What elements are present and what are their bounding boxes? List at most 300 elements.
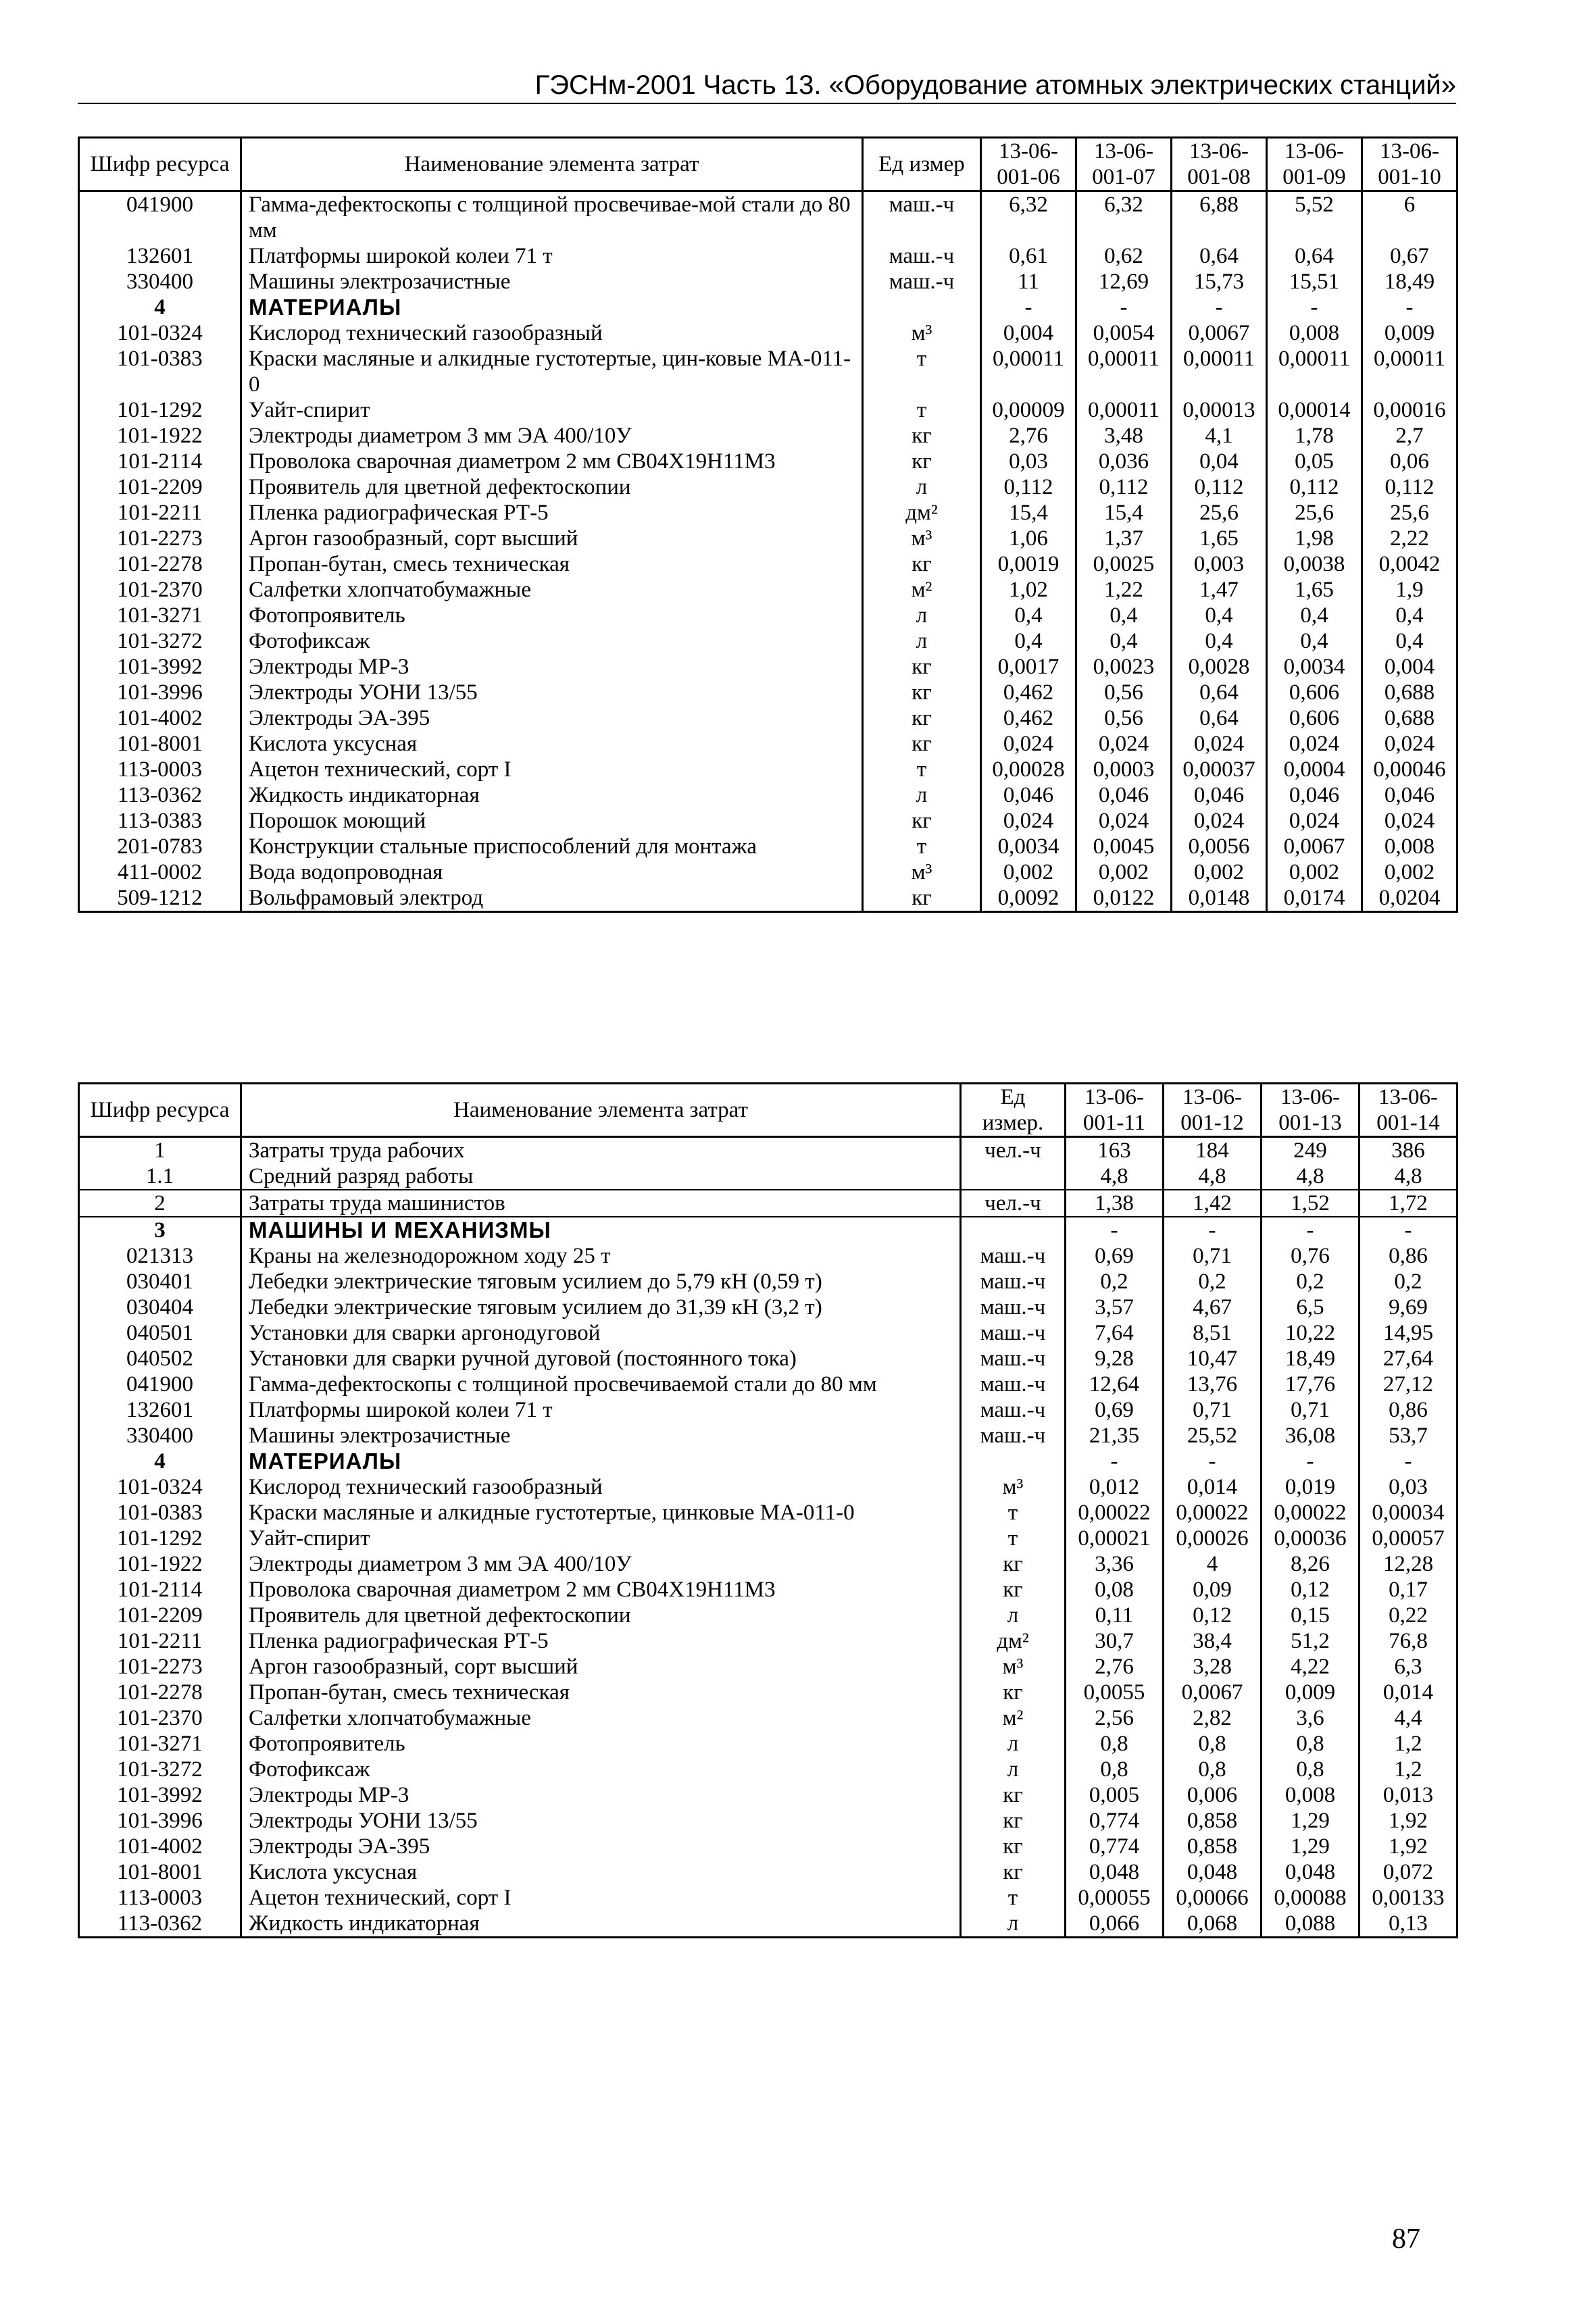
unit: кг — [863, 551, 981, 577]
norm-value: 0,4 — [1076, 603, 1172, 628]
norm-value: 4,8 — [1262, 1163, 1360, 1190]
resource-name: МАШИНЫ И МЕХАНИЗМЫ — [241, 1217, 961, 1243]
unit: л — [961, 1603, 1066, 1628]
norm-value: 1,65 — [1172, 526, 1267, 551]
norm-value: 0,8 — [1164, 1731, 1262, 1757]
norm-value: 1,06 — [981, 526, 1076, 551]
resource-name: Салфетки хлопчатобумажные — [241, 577, 863, 603]
norm-value: 0,0054 — [1076, 320, 1172, 346]
norm-value: 0,0023 — [1076, 654, 1172, 680]
resource-name: Фотофиксаж — [241, 1757, 961, 1782]
norm-value: 18,49 — [1262, 1346, 1360, 1372]
norm-value: 0,024 — [1267, 808, 1362, 834]
resource-code: 101-2209 — [79, 474, 241, 500]
table-row — [79, 1163, 1457, 1190]
resource-code: 101-0324 — [79, 1474, 241, 1500]
resource-name: Вода водопроводная — [241, 859, 863, 885]
resource-code: 030404 — [79, 1294, 241, 1320]
table-row — [79, 1137, 1457, 1164]
resource-name: Салфетки хлопчатобумажные — [241, 1705, 961, 1731]
norm-value: 0,00046 — [1362, 757, 1457, 782]
resource-name: Электроды МР-3 — [241, 1782, 961, 1808]
norm-value: 0,05 — [1267, 449, 1362, 474]
norm-value: 1,37 — [1076, 526, 1172, 551]
unit: кг — [961, 1859, 1066, 1885]
norm-value: - — [1172, 295, 1267, 320]
norm-value: 0,048 — [1262, 1859, 1360, 1885]
norm-value: 15,4 — [981, 500, 1076, 526]
resource-name: Порошок моющий — [241, 808, 863, 834]
norm-value: 0,8 — [1262, 1731, 1360, 1757]
unit: маш.-ч — [961, 1372, 1066, 1397]
resource-code: 101-2273 — [79, 526, 241, 551]
unit — [961, 1217, 1066, 1243]
table-row — [79, 782, 1457, 808]
norm-value: 36,08 — [1262, 1423, 1360, 1449]
resource-code: 1.1 — [79, 1163, 241, 1190]
unit: л — [863, 474, 981, 500]
norm-value: 0,0028 — [1172, 654, 1267, 680]
table-row — [79, 1423, 1457, 1449]
norm-value: 0,0056 — [1172, 834, 1267, 859]
norm-value: 0,462 — [981, 680, 1076, 705]
norm-value: 0,00011 — [1362, 346, 1457, 397]
norm-value: 0,0025 — [1076, 551, 1172, 577]
norm-value: 25,52 — [1164, 1423, 1262, 1449]
unit: маш.-ч — [863, 269, 981, 295]
resource-code: 101-1922 — [79, 423, 241, 449]
header-row — [79, 1084, 1457, 1137]
norm-value: 0,014 — [1164, 1474, 1262, 1500]
resource-code: 101-3271 — [79, 603, 241, 628]
norm-value: 4,8 — [1164, 1163, 1262, 1190]
norm-value: 0,0019 — [981, 551, 1076, 577]
resource-name: Ацетон технический, сорт I — [241, 1885, 961, 1911]
norm-value: 0,00028 — [981, 757, 1076, 782]
resource-name: Гамма-дефектоскопы с толщиной просвечивае-мой стали до 80 мм — [241, 191, 863, 244]
resource-code: 113-0003 — [79, 757, 241, 782]
resource-name: Электроды ЭА-395 — [241, 705, 863, 731]
norm-value: 0,2 — [1262, 1269, 1360, 1294]
resource-name: Платформы широкой колеи 71 т — [241, 1397, 961, 1423]
table-row — [79, 885, 1457, 912]
norm-value: 0,00036 — [1262, 1526, 1360, 1551]
unit: чел.-ч — [961, 1137, 1066, 1164]
unit: л — [863, 782, 981, 808]
norm-value: - — [1164, 1217, 1262, 1243]
norm-value: 0,00055 — [1066, 1885, 1164, 1911]
norm-value: 0,00011 — [1267, 346, 1362, 397]
resource-name: Ацетон технический, сорт I — [241, 757, 863, 782]
resource-code: 101-1922 — [79, 1551, 241, 1577]
section-row — [79, 1449, 1457, 1474]
resource-code: 101-2114 — [79, 449, 241, 474]
table-row — [79, 1190, 1457, 1217]
norm-value: 3,48 — [1076, 423, 1172, 449]
norm-value: 25,6 — [1362, 500, 1457, 526]
table-row — [79, 1500, 1457, 1526]
page-number: 87 — [1392, 2223, 1420, 2255]
norm-value: 0,00066 — [1164, 1885, 1262, 1911]
norm-value: 0,112 — [1172, 474, 1267, 500]
unit: м³ — [863, 859, 981, 885]
norm-value: 0,0034 — [1267, 654, 1362, 680]
norm-value: 9,28 — [1066, 1346, 1164, 1372]
table-row — [79, 1911, 1457, 1938]
table-row — [79, 243, 1457, 269]
table-row — [79, 1372, 1457, 1397]
norm-value: 0,00011 — [981, 346, 1076, 397]
unit: маш.-ч — [961, 1269, 1066, 1294]
norm-value: 386 — [1360, 1137, 1457, 1164]
norm-value: 0,76 — [1262, 1243, 1360, 1269]
table-row — [79, 680, 1457, 705]
norm-value: 12,69 — [1076, 269, 1172, 295]
norm-value: 249 — [1262, 1137, 1360, 1164]
col-header-norm: 13-06-001-12 — [1164, 1084, 1262, 1137]
resource-code: 021313 — [79, 1243, 241, 1269]
table-row — [79, 526, 1457, 551]
norm-value: 0,024 — [1172, 808, 1267, 834]
norm-value: 0,71 — [1164, 1397, 1262, 1423]
norm-value: 4,67 — [1164, 1294, 1262, 1320]
unit: маш.-ч — [961, 1423, 1066, 1449]
unit: м³ — [863, 320, 981, 346]
table-row — [79, 474, 1457, 500]
norm-value: 1,29 — [1262, 1834, 1360, 1859]
norm-value: 0,00016 — [1362, 397, 1457, 423]
col-header-unit: Ед измер. — [961, 1084, 1066, 1137]
norm-value: 1,92 — [1360, 1808, 1457, 1834]
norm-value: 0,112 — [1362, 474, 1457, 500]
resource-name: Электроды УОНИ 13/55 — [241, 680, 863, 705]
norm-value: 0,69 — [1066, 1243, 1164, 1269]
norm-value: 0,4 — [981, 628, 1076, 654]
resource-code: 330400 — [79, 1423, 241, 1449]
resource-code: 4 — [79, 295, 241, 320]
norm-value: - — [1262, 1449, 1360, 1474]
norm-value: 38,4 — [1164, 1628, 1262, 1654]
norm-value: 0,066 — [1066, 1911, 1164, 1938]
table-row — [79, 1705, 1457, 1731]
norm-value: 0,86 — [1360, 1243, 1457, 1269]
resource-code: 101-2278 — [79, 551, 241, 577]
norm-value: 0,0017 — [981, 654, 1076, 680]
resource-code: 101-2273 — [79, 1654, 241, 1680]
table-row — [79, 397, 1457, 423]
norm-value: 0,09 — [1164, 1577, 1262, 1603]
norm-value: 0,002 — [981, 859, 1076, 885]
norm-value: 30,7 — [1066, 1628, 1164, 1654]
norm-value: 2,76 — [1066, 1654, 1164, 1680]
norm-value: 0,15 — [1262, 1603, 1360, 1628]
norm-value: 0,00009 — [981, 397, 1076, 423]
resource-name: Жидкость индикаторная — [241, 782, 863, 808]
resource-code: 041900 — [79, 1372, 241, 1397]
unit: чел.-ч — [961, 1190, 1066, 1217]
table-row — [79, 1526, 1457, 1551]
resource-code: 041900 — [79, 191, 241, 244]
norm-value: 0,024 — [1076, 808, 1172, 834]
norm-value: 1,42 — [1164, 1190, 1262, 1217]
norm-value: 0,0174 — [1267, 885, 1362, 912]
table-row — [79, 551, 1457, 577]
resource-name: Конструкции стальные приспособлений для монтажа — [241, 834, 863, 859]
norm-value: 0,046 — [981, 782, 1076, 808]
resource-table-2 — [78, 1082, 1458, 1938]
unit: л — [863, 628, 981, 654]
resource-name: Кислород технический газообразный — [241, 320, 863, 346]
resource-code: 101-3996 — [79, 1808, 241, 1834]
resource-code: 330400 — [79, 269, 241, 295]
norm-value: 27,64 — [1360, 1346, 1457, 1372]
resource-code: 101-8001 — [79, 1859, 241, 1885]
unit: л — [863, 603, 981, 628]
norm-value: 4 — [1164, 1551, 1262, 1577]
norm-value: 0,06 — [1362, 449, 1457, 474]
resource-name: Краски масляные и алкидные густотертые, цин-ковые МА-011-0 — [241, 346, 863, 397]
resource-name: Электроды ЭА-395 — [241, 1834, 961, 1859]
resource-code: 101-4002 — [79, 1834, 241, 1859]
norm-value: 0,00022 — [1262, 1500, 1360, 1526]
unit: кг — [961, 1577, 1066, 1603]
norm-value: 6 — [1362, 191, 1457, 244]
norm-value: 0,8 — [1164, 1757, 1262, 1782]
table-row — [79, 1294, 1457, 1320]
norm-value: 0,71 — [1262, 1397, 1360, 1423]
norm-value: 0,012 — [1066, 1474, 1164, 1500]
resource-name: Электроды диаметром 3 мм ЭА 400/10У — [241, 1551, 961, 1577]
unit: кг — [863, 731, 981, 757]
norm-value: 0,2 — [1066, 1269, 1164, 1294]
norm-value: 0,606 — [1267, 680, 1362, 705]
norm-value: 1,9 — [1362, 577, 1457, 603]
resource-name: Платформы широкой колеи 71 т — [241, 243, 863, 269]
norm-value: 0,858 — [1164, 1834, 1262, 1859]
norm-value: 8,51 — [1164, 1320, 1262, 1346]
norm-value: 3,6 — [1262, 1705, 1360, 1731]
norm-value: 5,52 — [1267, 191, 1362, 244]
norm-value: 0,112 — [981, 474, 1076, 500]
unit: маш.-ч — [961, 1243, 1066, 1269]
norm-value: 0,014 — [1360, 1680, 1457, 1705]
unit: м³ — [863, 526, 981, 551]
resource-name: Затраты труда машинистов — [241, 1190, 961, 1217]
norm-value: 0,4 — [1267, 628, 1362, 654]
table-row — [79, 1603, 1457, 1628]
resource-code: 101-2114 — [79, 1577, 241, 1603]
norm-value: 0,024 — [1362, 808, 1457, 834]
resource-name: Пропан-бутан, смесь техническая — [241, 1680, 961, 1705]
resource-code: 030401 — [79, 1269, 241, 1294]
norm-value: 0,003 — [1172, 551, 1267, 577]
table-row — [79, 577, 1457, 603]
section-row — [79, 295, 1457, 320]
norm-value: 0,072 — [1360, 1859, 1457, 1885]
page-header: ГЭСНм-2001 Часть 13. «Оборудование атомных электрических станций» — [534, 70, 1456, 100]
table-row — [79, 1346, 1457, 1372]
norm-value: 0,00026 — [1164, 1526, 1262, 1551]
norm-value: 4,22 — [1262, 1654, 1360, 1680]
norm-value: 0,002 — [1267, 859, 1362, 885]
norm-value: 0,688 — [1362, 705, 1457, 731]
norm-value: 0,0038 — [1267, 551, 1362, 577]
resource-name: Фотофиксаж — [241, 628, 863, 654]
norm-value: 13,76 — [1164, 1372, 1262, 1397]
norm-value: 0,0122 — [1076, 885, 1172, 912]
resource-code: 3 — [79, 1217, 241, 1243]
unit: дм² — [863, 500, 981, 526]
norm-value: 0,00021 — [1066, 1526, 1164, 1551]
norm-value: 7,64 — [1066, 1320, 1164, 1346]
norm-value: 12,28 — [1360, 1551, 1457, 1577]
norm-value: - — [1076, 295, 1172, 320]
table-row — [79, 1808, 1457, 1834]
table-row — [79, 1474, 1457, 1500]
resource-name: Лебедки электрические тяговым усилием до 31,39 кН (3,2 т) — [241, 1294, 961, 1320]
norm-value: 12,64 — [1066, 1372, 1164, 1397]
norm-value: 0,00013 — [1172, 397, 1267, 423]
unit: дм² — [961, 1628, 1066, 1654]
resource-code: 101-1292 — [79, 397, 241, 423]
table-row — [79, 1782, 1457, 1808]
col-header-code: Шифр ресурса — [79, 1084, 241, 1137]
norm-value: 6,88 — [1172, 191, 1267, 244]
norm-value: 0,002 — [1076, 859, 1172, 885]
unit: т — [863, 397, 981, 423]
unit: маш.-ч — [961, 1346, 1066, 1372]
unit: маш.-ч — [961, 1320, 1066, 1346]
norm-value: 0,0092 — [981, 885, 1076, 912]
norm-value: 0,62 — [1076, 243, 1172, 269]
table-row — [79, 191, 1457, 244]
norm-value: 4,4 — [1360, 1705, 1457, 1731]
norm-value: 18,49 — [1362, 269, 1457, 295]
norm-value: 2,76 — [981, 423, 1076, 449]
unit: маш.-ч — [863, 243, 981, 269]
norm-value: 0,112 — [1076, 474, 1172, 500]
norm-value: 0,024 — [1267, 731, 1362, 757]
unit: м³ — [961, 1474, 1066, 1500]
norm-value: 0,002 — [1172, 859, 1267, 885]
table-row — [79, 808, 1457, 834]
table-row — [79, 731, 1457, 757]
norm-value: 1,02 — [981, 577, 1076, 603]
norm-value: 0,112 — [1267, 474, 1362, 500]
unit: т — [961, 1526, 1066, 1551]
table-row — [79, 603, 1457, 628]
resource-name: Установки для сварки ручной дуговой (постоянного тока) — [241, 1346, 961, 1372]
unit: кг — [863, 423, 981, 449]
norm-value: 0,00011 — [1076, 346, 1172, 397]
col-header-norm: 13-06-001-14 — [1360, 1084, 1457, 1137]
norm-value: 6,32 — [1076, 191, 1172, 244]
norm-value: 0,046 — [1362, 782, 1457, 808]
table-row — [79, 1757, 1457, 1782]
table-row — [79, 1397, 1457, 1423]
norm-value: 0,024 — [1172, 731, 1267, 757]
table-row — [79, 1243, 1457, 1269]
unit: маш.-ч — [863, 191, 981, 244]
norm-value: 15,51 — [1267, 269, 1362, 295]
table-row — [79, 1577, 1457, 1603]
resource-name: Аргон газообразный, сорт высший — [241, 1654, 961, 1680]
resource-name: Уайт-спирит — [241, 1526, 961, 1551]
resource-code: 101-3992 — [79, 1782, 241, 1808]
table-row — [79, 320, 1457, 346]
norm-value: 1,2 — [1360, 1757, 1457, 1782]
norm-value: 0,005 — [1066, 1782, 1164, 1808]
col-header-code: Шифр ресурса — [79, 138, 241, 191]
norm-value: 25,6 — [1172, 500, 1267, 526]
norm-value: 0,00037 — [1172, 757, 1267, 782]
norm-value: 0,69 — [1066, 1397, 1164, 1423]
resource-code: 113-0362 — [79, 1911, 241, 1938]
table-row — [79, 705, 1457, 731]
table-row — [79, 1859, 1457, 1885]
norm-value: 0,008 — [1267, 320, 1362, 346]
col-header-norm: 13-06-001-11 — [1066, 1084, 1164, 1137]
norm-value: 0,858 — [1164, 1808, 1262, 1834]
norm-value: 0,0034 — [981, 834, 1076, 859]
resource-code: 132601 — [79, 243, 241, 269]
table-row — [79, 1680, 1457, 1705]
norm-value: 11 — [981, 269, 1076, 295]
table-row — [79, 859, 1457, 885]
norm-value: 4,1 — [1172, 423, 1267, 449]
norm-value: 0,56 — [1076, 680, 1172, 705]
resource-code: 101-2211 — [79, 1628, 241, 1654]
norm-value: 0,774 — [1066, 1834, 1164, 1859]
norm-value: 0,4 — [1362, 628, 1457, 654]
resource-code: 040501 — [79, 1320, 241, 1346]
table-row — [79, 1834, 1457, 1859]
resource-code: 113-0362 — [79, 782, 241, 808]
norm-value: 53,7 — [1360, 1423, 1457, 1449]
norm-value: 0,688 — [1362, 680, 1457, 705]
resource-name: Средний разряд работы — [241, 1163, 961, 1190]
norm-value: 0,03 — [1360, 1474, 1457, 1500]
resource-code: 201-0783 — [79, 834, 241, 859]
norm-value: 0,00011 — [1172, 346, 1267, 397]
unit: кг — [863, 808, 981, 834]
header-rule — [78, 103, 1456, 104]
norm-value: 0,2 — [1360, 1269, 1457, 1294]
norm-value: 10,47 — [1164, 1346, 1262, 1372]
norm-value: 0,019 — [1262, 1474, 1360, 1500]
norm-value: 0,00022 — [1066, 1500, 1164, 1526]
norm-value: 0,17 — [1360, 1577, 1457, 1603]
unit: л — [961, 1757, 1066, 1782]
resource-name: Кислота уксусная — [241, 1859, 961, 1885]
norm-value: 27,12 — [1360, 1372, 1457, 1397]
resource-name: Аргон газообразный, сорт высший — [241, 526, 863, 551]
norm-value: 1,38 — [1066, 1190, 1164, 1217]
norm-value: 0,0042 — [1362, 551, 1457, 577]
table-row — [79, 628, 1457, 654]
norm-value: 1,78 — [1267, 423, 1362, 449]
resource-name: МАТЕРИАЛЫ — [241, 295, 863, 320]
norm-value: 0,036 — [1076, 449, 1172, 474]
unit: т — [961, 1885, 1066, 1911]
norm-value: 0,004 — [981, 320, 1076, 346]
norm-value: 0,009 — [1262, 1680, 1360, 1705]
norm-value: 184 — [1164, 1137, 1262, 1164]
header-row — [79, 138, 1457, 191]
table-row — [79, 1628, 1457, 1654]
norm-value: 0,56 — [1076, 705, 1172, 731]
resource-code: 132601 — [79, 1397, 241, 1423]
